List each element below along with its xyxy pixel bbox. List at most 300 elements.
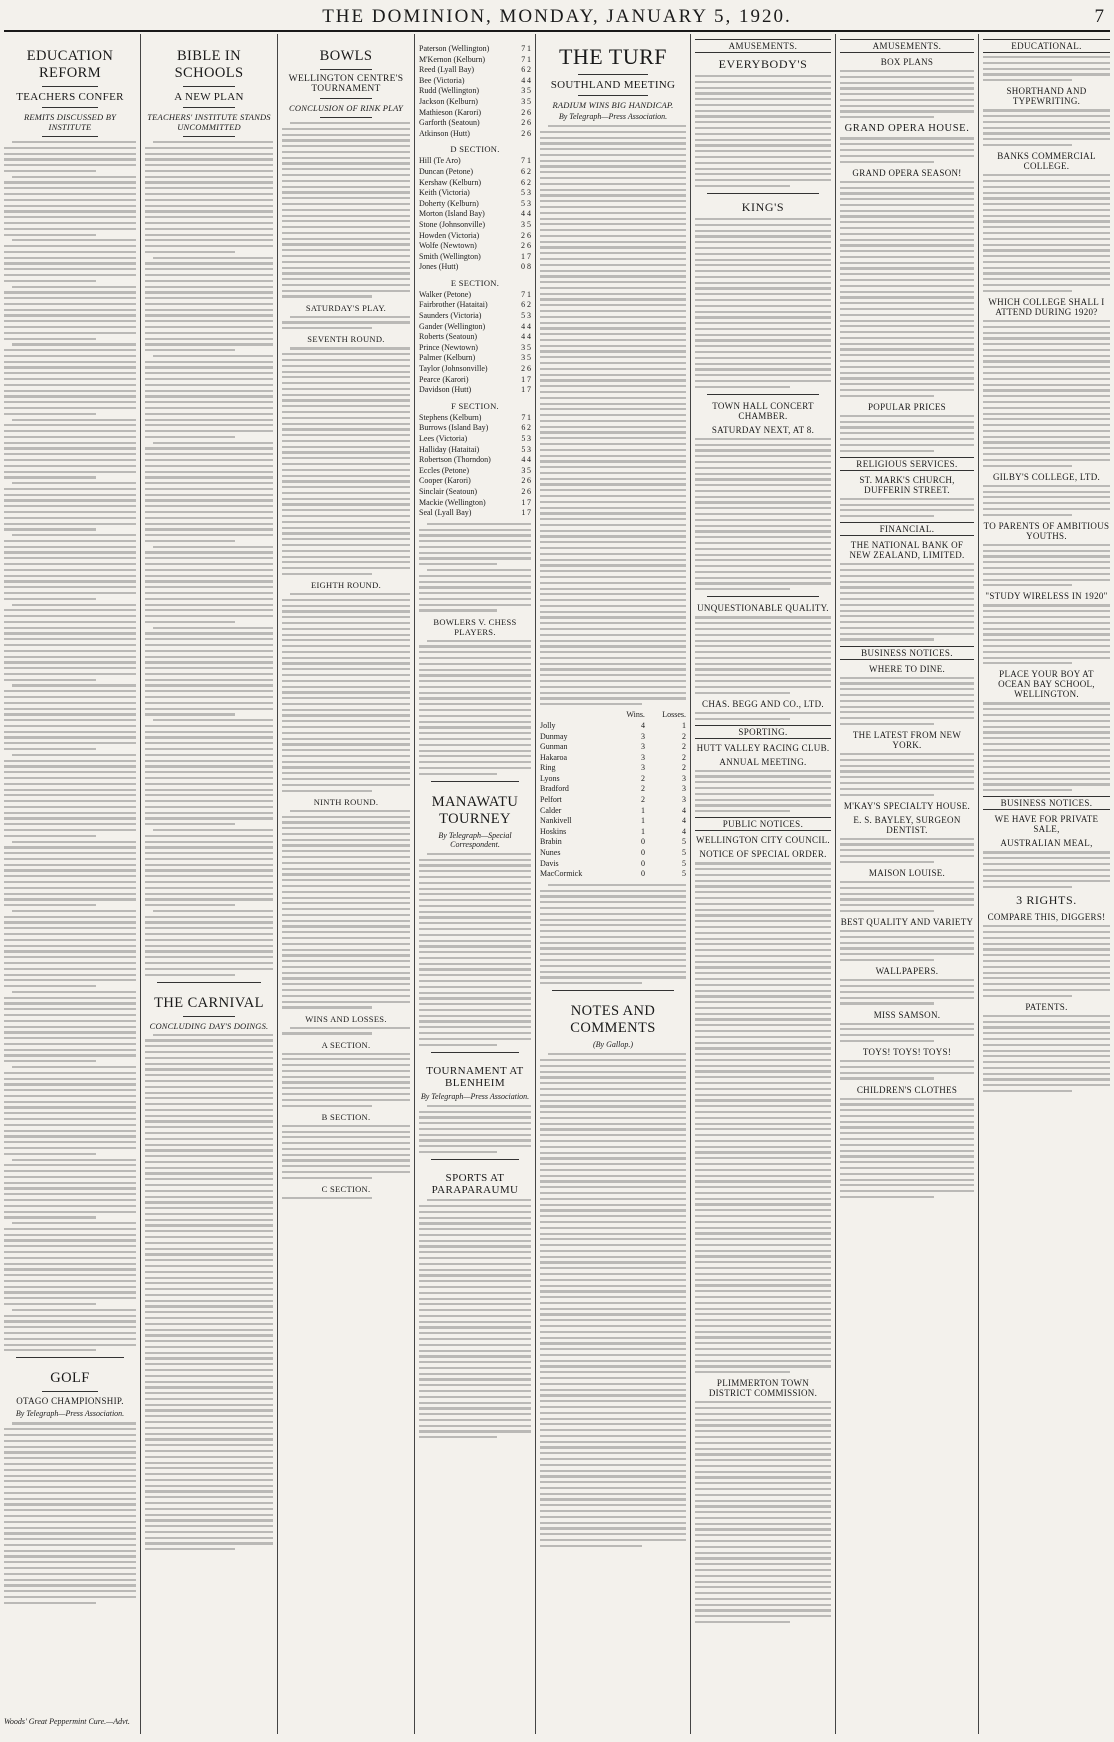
table-row xyxy=(419,209,531,220)
table-cell: Saunders (Victoria) xyxy=(419,311,482,321)
results-table xyxy=(282,1053,410,1107)
table-cell: 3 xyxy=(527,434,531,443)
table-cell: 7 xyxy=(527,374,531,384)
table-cell: 4 xyxy=(520,209,525,219)
table-cell: Atkinson (Hutt) xyxy=(419,128,470,138)
table-row xyxy=(419,129,531,140)
advert-heading: WALLPAPERS. xyxy=(875,966,939,977)
table-row xyxy=(419,353,531,364)
article-body-text xyxy=(540,1053,686,1547)
table-cell: 2 xyxy=(521,364,526,374)
advert-heading: MISS SAMSON. xyxy=(873,1009,941,1020)
table-cell: Pelfort xyxy=(540,795,562,805)
table-cell: 3 xyxy=(682,784,686,794)
advert-heading: TO PARENTS OF AMBITIOUS YOUTHS. xyxy=(983,520,1110,541)
table-cell: Stone (Johnsonville) xyxy=(419,219,485,229)
results-text xyxy=(282,810,410,1009)
advert-subheading: POPULAR PRICES xyxy=(868,401,946,412)
byline: By Telegraph—Press Association. xyxy=(420,1091,530,1101)
table-cell: 2 xyxy=(527,177,531,187)
advert-heading: EVERYBODY'S xyxy=(718,57,808,71)
table-cell: 2 xyxy=(682,763,686,773)
table-cell: Pearce (Karori) xyxy=(419,374,469,384)
advert-heading: ST. MARK'S CHURCH, DUFFERIN STREET. xyxy=(859,474,955,495)
table-row xyxy=(419,466,531,477)
table-cell: 4 xyxy=(640,720,645,730)
section-strip: AMUSEMENTS. xyxy=(840,39,974,53)
advert-text xyxy=(983,109,1110,146)
table-cell: Hakaroa xyxy=(540,752,568,762)
advert-text xyxy=(983,1015,1110,1092)
table-cell: 2 xyxy=(521,118,526,128)
table-cell: 5 xyxy=(527,86,531,96)
table-cell: 1 xyxy=(520,251,525,261)
advert-text xyxy=(840,979,974,1004)
masthead-title: THE DOMINION, MONDAY, JANUARY 5, 1920. xyxy=(322,6,792,27)
notice-text xyxy=(695,862,831,1373)
advert-heading: M'KAY'S SPECIALTY HOUSE. xyxy=(843,800,971,811)
table-cell: 5 xyxy=(521,444,526,454)
table-cell: Seal (Lyall Bay) xyxy=(419,508,472,518)
table-cell: 0 xyxy=(640,869,645,879)
article-body-text xyxy=(282,122,410,298)
table-cell: 3 xyxy=(521,342,526,352)
advert-heading: GRAND OPERA HOUSE. xyxy=(844,123,970,135)
table-cell: 7 xyxy=(521,44,526,53)
advert-text xyxy=(840,1060,974,1080)
table-cell: Wolfe (Newtown) xyxy=(419,241,477,251)
article-body-text xyxy=(145,141,273,976)
divider xyxy=(157,982,261,983)
table-cell: Roberts (Seatoun) xyxy=(419,332,477,342)
table-cell: Nunes xyxy=(540,848,561,858)
column-3 xyxy=(278,34,414,1734)
advert-heading: 3 RIGHTS. xyxy=(1016,893,1077,908)
notice-text xyxy=(695,1401,831,1623)
article-subhead: TEACHERS CONFER xyxy=(16,91,124,103)
advert-heading: THE NATIONAL BANK OF NEW ZEALAND, LIMITED. xyxy=(849,540,965,561)
table-cell: Ring xyxy=(540,763,556,773)
table-row xyxy=(419,220,531,231)
table-cell: 2 xyxy=(521,476,526,486)
advert-heading: COMPARE THIS, DIGGERS! xyxy=(987,912,1106,923)
table-cell: 5 xyxy=(527,96,531,106)
table-cell: 7 xyxy=(527,385,531,395)
table-cell: 2 xyxy=(527,300,531,310)
table-row xyxy=(419,445,531,456)
divider xyxy=(42,107,98,108)
table-cell: 2 xyxy=(682,752,686,762)
advert-text xyxy=(983,485,1110,516)
article-headline: BOWLS xyxy=(319,48,373,64)
column-1 xyxy=(0,34,140,1734)
advert-heading: CHILDREN'S CLOTHES xyxy=(856,1084,958,1095)
table-row xyxy=(540,763,686,774)
advert-subheading: NOTICE OF SPECIAL ORDER. xyxy=(699,849,827,860)
table-cell: 3 xyxy=(640,731,645,741)
table-cell: 1 xyxy=(521,374,526,384)
race-results-text xyxy=(540,884,686,984)
table-row xyxy=(419,434,531,445)
table-row xyxy=(419,188,531,199)
table-row xyxy=(540,859,686,870)
table-row xyxy=(419,375,531,386)
table-row xyxy=(540,869,686,880)
section-strip: BUSINESS NOTICES. xyxy=(983,796,1110,810)
advert-heading: UNQUESTIONABLE QUALITY. xyxy=(697,603,829,614)
table-cell: MacCormick xyxy=(540,869,583,879)
table-cell: 5 xyxy=(521,311,526,321)
table-cell: 7 xyxy=(521,54,526,64)
advert-heading: MAISON LOUISE. xyxy=(868,868,946,878)
table-cell: 6 xyxy=(527,118,531,128)
table-row xyxy=(419,231,531,242)
advert-heading: BOX PLANS xyxy=(880,57,934,67)
table-cell: 4 xyxy=(521,332,526,342)
advert-subheading: ANNUAL MEETING. xyxy=(719,756,807,767)
table-cell: 2 xyxy=(527,166,531,176)
advert-text xyxy=(840,181,974,397)
table-cell: Jones (Hutt) xyxy=(419,262,459,272)
table-header-cell: Wins. xyxy=(626,710,645,720)
section-strip: PUBLIC NOTICES. xyxy=(695,817,831,831)
table-cell: Nankivell xyxy=(540,816,572,826)
section-strip: AMUSEMENTS. xyxy=(695,39,831,53)
divider xyxy=(707,394,819,395)
table-cell: Fairbrother (Hataitai) xyxy=(419,300,488,310)
table-cell: 1 xyxy=(682,720,686,730)
table-row xyxy=(540,732,686,743)
table-cell: 4 xyxy=(521,75,526,85)
column-8 xyxy=(979,34,1114,1734)
table-cell: Hill (Te Aro) xyxy=(419,156,461,166)
table-row xyxy=(419,118,531,129)
divider xyxy=(431,781,519,782)
table-row xyxy=(419,86,531,97)
article-headline: BIBLE IN SCHOOLS xyxy=(174,48,244,81)
table-cell: 5 xyxy=(527,219,531,229)
advert-heading: KING'S xyxy=(741,200,785,215)
advert-text xyxy=(983,925,1110,997)
section-strip: FINANCIAL. xyxy=(840,522,974,536)
advert-text xyxy=(840,137,974,162)
table-cell: 2 xyxy=(521,128,526,138)
divider xyxy=(42,136,98,137)
table-row xyxy=(419,423,531,434)
table-cell: Bee (Victoria) xyxy=(419,75,465,85)
divider xyxy=(320,98,372,99)
table-cell: 5 xyxy=(682,858,686,868)
race-results-text xyxy=(540,125,686,705)
table-cell: Jackson (Kelburn) xyxy=(419,96,478,106)
advert-heading: THE LATEST FROM NEW YORK. xyxy=(852,730,962,751)
table-cell: 3 xyxy=(682,773,686,783)
table-cell: 3 xyxy=(640,752,645,762)
table-cell: Sinclair (Seatoun) xyxy=(419,486,477,496)
table-cell: 1 xyxy=(521,385,526,395)
table-cell: 4 xyxy=(521,455,526,465)
table-cell: Davidson (Hutt) xyxy=(419,385,472,395)
table-row xyxy=(540,753,686,764)
article-body-text xyxy=(419,523,531,612)
table-cell: Garforth (Seatoun) xyxy=(419,118,480,128)
article-subhead: OTAGO CHAMPIONSHIP. xyxy=(16,1396,124,1407)
advert-heading: "STUDY WIRELESS IN 1920" xyxy=(985,591,1108,602)
table-row xyxy=(419,364,531,375)
table-cell: 2 xyxy=(640,795,645,805)
advert-heading: BANKS COMMERCIAL COLLEGE. xyxy=(997,151,1096,172)
table-cell: Mackie (Wellington) xyxy=(419,497,486,507)
section-strip: BUSINESS NOTICES. xyxy=(840,646,974,660)
advert-heading: SHORTHAND AND TYPEWRITING. xyxy=(1006,86,1087,107)
table-cell: 7 xyxy=(521,412,526,422)
table-row xyxy=(419,332,531,343)
table-cell: 3 xyxy=(527,444,531,454)
advert-heading: PLACE YOUR BOY AT OCEAN BAY SCHOOL, WELLINGTON. xyxy=(998,669,1095,700)
table-cell: Eccles (Petone) xyxy=(419,465,469,475)
table-cell: 3 xyxy=(527,311,531,321)
results-table xyxy=(282,1197,410,1199)
table-cell: 1 xyxy=(527,156,531,166)
table-cell: 3 xyxy=(520,219,525,229)
advert-heading: PLIMMERTON TOWN DISTRICT COMMISSION. xyxy=(708,1378,818,1399)
advert-text xyxy=(840,838,974,863)
table-cell: Hoskins xyxy=(540,826,567,836)
divider xyxy=(42,1391,98,1392)
section-heading: EIGHTH ROUND. xyxy=(310,580,381,591)
table-row xyxy=(540,837,686,848)
table-cell: 5 xyxy=(682,869,686,879)
table-cell: 1 xyxy=(521,497,526,507)
table-row xyxy=(419,476,531,487)
advert-text xyxy=(840,753,974,796)
table-cell: 6 xyxy=(527,230,531,240)
table-cell: 2 xyxy=(682,742,686,752)
advert-text xyxy=(695,770,831,813)
table-row xyxy=(419,300,531,311)
table-cell: 1 xyxy=(527,44,531,53)
table-cell: Cooper (Karori) xyxy=(419,476,471,486)
section-heading: SATURDAY'S PLAY. xyxy=(305,302,387,313)
masthead xyxy=(0,6,1114,28)
advert-text xyxy=(840,930,974,961)
table-cell: Robertson (Thorndon) xyxy=(419,455,491,465)
divider xyxy=(578,95,648,96)
advert-text xyxy=(983,702,1110,791)
table-cell: 3 xyxy=(527,198,531,208)
results-text xyxy=(282,1027,410,1035)
column-2 xyxy=(141,34,277,1734)
table-cell: Stephens (Kelburn) xyxy=(419,412,482,422)
table-cell: 5 xyxy=(527,342,531,352)
table-row xyxy=(540,742,686,753)
table-cell: 6 xyxy=(520,166,525,176)
advert-text xyxy=(840,1023,974,1043)
advert-heading: CHAS. BEGG AND CO., LTD. xyxy=(702,698,824,709)
table-row xyxy=(419,44,531,55)
table-cell: 6 xyxy=(521,65,526,75)
table-cell: 1 xyxy=(640,816,645,826)
table-row xyxy=(540,816,686,827)
table-cell: 3 xyxy=(521,353,526,363)
table-cell: 6 xyxy=(527,364,531,374)
advert-heading: GILBY'S COLLEGE, LTD. xyxy=(992,471,1101,482)
table-cell: 1 xyxy=(527,289,531,299)
table-cell: 7 xyxy=(521,289,526,299)
article-headline: NOTES AND COMMENTS xyxy=(570,1003,656,1037)
article-body-text xyxy=(4,141,136,1351)
table-cell: 1 xyxy=(640,805,645,815)
table-row xyxy=(419,241,531,252)
table-cell: 3 xyxy=(640,742,645,752)
bowls-table xyxy=(419,413,531,519)
table-cell: Brabin xyxy=(540,837,562,847)
advert-text xyxy=(695,75,831,187)
divider xyxy=(431,1159,519,1160)
article-headline: MANAWATU TOURNEY xyxy=(431,793,519,827)
section-strip: SPORTING. xyxy=(695,725,831,739)
table-cell: 1 xyxy=(527,54,531,64)
column-6 xyxy=(691,34,835,1734)
advert-text xyxy=(983,544,1110,587)
table-row xyxy=(540,848,686,859)
divider xyxy=(183,86,235,87)
bowls-table xyxy=(419,156,531,273)
table-cell: Gander (Wellington) xyxy=(419,321,486,331)
table-cell: 0 xyxy=(640,837,645,847)
table-cell: 2 xyxy=(527,65,531,75)
section-heading: NINTH ROUND. xyxy=(313,796,379,807)
table-cell: 2 xyxy=(640,773,645,783)
table-cell: Prince (Newtown) xyxy=(419,342,478,352)
table-row xyxy=(419,262,531,273)
article-body-text xyxy=(419,640,531,775)
table-cell: M'Kernon (Kelburn) xyxy=(419,54,486,64)
article-subhead: SOUTHLAND MEETING xyxy=(550,79,676,91)
section-heading: SEVENTH ROUND. xyxy=(307,334,385,345)
table-row xyxy=(419,290,531,301)
bowls-table xyxy=(419,44,531,139)
table-cell: 7 xyxy=(520,156,525,166)
advert-heading: PATENTS. xyxy=(1025,1001,1068,1012)
divider xyxy=(183,1016,235,1017)
section-heading: E SECTION. xyxy=(450,277,500,288)
table-cell: Dunmay xyxy=(540,731,568,741)
byline: By Telegraph—Special Correspondent. xyxy=(438,830,512,849)
article-subhead: CONCLUSION OF RINK PLAY xyxy=(289,103,403,113)
advert-text xyxy=(983,604,1110,664)
article-body-text xyxy=(419,1199,531,1438)
section-strip: EDUCATIONAL. xyxy=(983,39,1110,53)
wins-losses-table xyxy=(540,710,686,880)
byline: (By Gallop.) xyxy=(593,1040,633,1050)
section-heading: B SECTION. xyxy=(321,1111,371,1122)
table-cell: Rudd (Wellington) xyxy=(419,86,480,96)
article-headline: THE CARNIVAL xyxy=(154,994,264,1011)
advert-footer: Woods' Great Peppermint Cure.—Advt. xyxy=(4,1717,130,1726)
article-subhead: TEACHERS' INSTITUTE STANDS UNCOMMITTED xyxy=(147,112,271,132)
article-headline: EDUCATION REFORM xyxy=(26,48,114,81)
divider xyxy=(431,1052,519,1053)
advert-text xyxy=(840,415,974,452)
article-subhead: CONCLUDING DAY'S DOINGS. xyxy=(149,1020,269,1031)
section-heading: WINS AND LOSSES. xyxy=(305,1013,387,1024)
table-cell: 3 xyxy=(682,795,686,805)
table-cell: 0 xyxy=(520,262,525,272)
table-row xyxy=(540,806,686,817)
article-body-text xyxy=(419,1105,531,1153)
table-cell: 6 xyxy=(527,486,531,496)
divider xyxy=(320,69,372,70)
table-cell: 4 xyxy=(527,209,531,219)
section-heading: C SECTION. xyxy=(321,1183,371,1194)
table-cell: 5 xyxy=(521,434,526,443)
table-cell: 8 xyxy=(527,262,531,272)
article-subhead: RADIUM WINS BIG HANDICAP. xyxy=(552,100,674,110)
advert-subheading: GRAND OPERA SEASON! xyxy=(852,167,962,178)
advert-heading: WELLINGTON CITY COUNCIL. xyxy=(696,835,830,846)
advert-heading: TOWN HALL CONCERT CHAMBER. xyxy=(712,400,814,421)
advert-text xyxy=(983,174,1110,292)
table-cell: 5 xyxy=(520,198,525,208)
divider xyxy=(707,193,819,194)
results-text xyxy=(282,347,410,575)
advert-text xyxy=(840,1098,974,1198)
table-cell: 4 xyxy=(527,332,531,342)
table-cell: Lyons xyxy=(540,773,560,783)
section-strip: RELIGIOUS SERVICES. xyxy=(840,457,974,471)
table-cell: 4 xyxy=(682,826,686,836)
table-cell: Bradford xyxy=(540,784,569,794)
table-cell: 0 xyxy=(640,858,645,868)
table-cell: 3 xyxy=(527,188,531,198)
column-7 xyxy=(836,34,978,1734)
article-body-text xyxy=(419,853,531,1046)
table-cell: 1 xyxy=(640,826,645,836)
bowls-table xyxy=(419,290,531,396)
table-cell: 0 xyxy=(640,848,645,858)
table-row xyxy=(419,65,531,76)
table-cell: 6 xyxy=(527,107,531,117)
advert-text xyxy=(840,563,974,640)
column-5 xyxy=(536,34,690,1734)
table-cell: Keith (Victoria) xyxy=(419,188,470,198)
section-heading: F SECTION. xyxy=(451,400,499,411)
table-row xyxy=(419,167,531,178)
article-headline: GOLF xyxy=(50,1370,90,1387)
results-table xyxy=(282,1125,410,1179)
table-header-cell xyxy=(540,710,613,721)
table-cell: 6 xyxy=(527,476,531,486)
table-cell: 1 xyxy=(527,412,531,422)
advert-text xyxy=(695,438,831,591)
table-cell: 4 xyxy=(682,805,686,815)
table-cell: Reed (Lyall Bay) xyxy=(419,65,475,75)
byline: By Telegraph—Press Association. xyxy=(15,1409,125,1419)
table-cell: 5 xyxy=(527,465,531,475)
advert-heading: WHICH COLLEGE SHALL I ATTEND DURING 1920? xyxy=(988,297,1105,317)
table-row xyxy=(419,508,531,519)
page-number: 7 xyxy=(1094,6,1104,27)
table-row xyxy=(419,311,531,322)
table-row xyxy=(419,108,531,119)
table-row xyxy=(540,774,686,785)
table-cell: 2 xyxy=(520,230,525,240)
advert-text xyxy=(840,498,974,518)
table-cell: Burrows (Island Bay) xyxy=(419,423,489,433)
table-cell: 5 xyxy=(527,353,531,363)
divider xyxy=(578,74,648,75)
